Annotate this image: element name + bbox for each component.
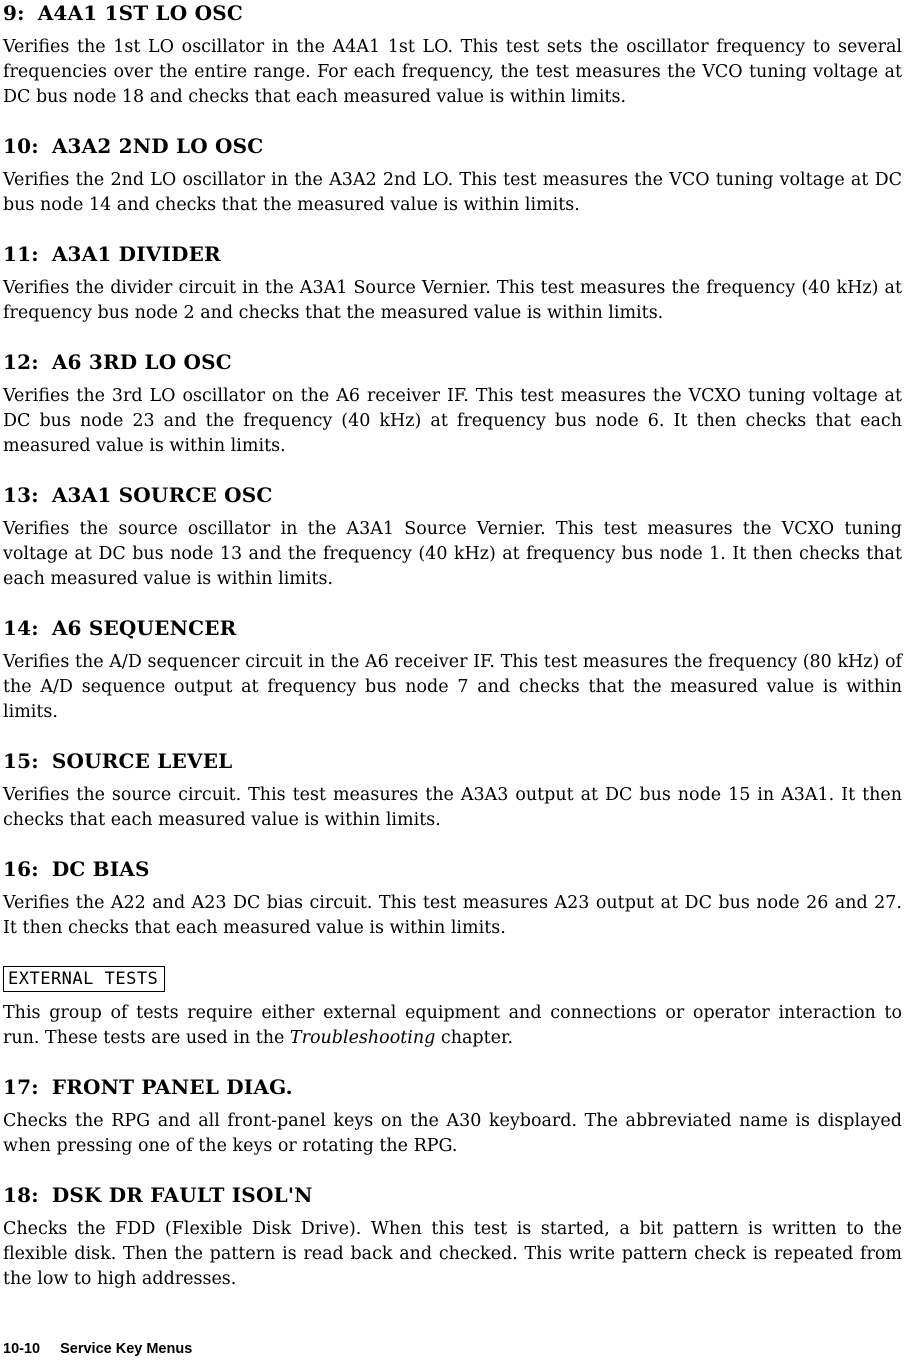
section-number: 10: — [3, 134, 39, 158]
section-body: Verifies the source oscillator in the A3A1 Source Vernier. This test measures the VCXO tuning voltage at DC bus node 13 and the frequency (40 kHz) at frequency bus node 1. It then checks that each measured value is within limits. — [3, 519, 902, 589]
footer-page-number: 10-10 — [3, 1341, 41, 1357]
troubleshooting-italic: Troubleshooting — [289, 1028, 436, 1048]
section-title: A4A1 1ST LO OSC — [37, 1, 243, 25]
section-17 — [3, 1076, 902, 1159]
section-heading — [3, 1184, 902, 1207]
section-10 — [3, 135, 902, 218]
section-number: 12: — [3, 350, 39, 374]
section-heading — [3, 135, 902, 158]
section-body: Checks the FDD (Flexible Disk Drive). When this test is started, a bit pattern is written to the flexible disk. Then the pattern is read back and checked. This write pattern check is repeated from the low to high addresses. — [3, 1219, 902, 1289]
section-title: FRONT PANEL DIAG. — [51, 1075, 293, 1099]
section-heading — [3, 243, 902, 266]
section-14 — [3, 617, 902, 725]
section-body: Verifies the divider circuit in the A3A1 Source Vernier. This test measures the frequency (40 kHz) at frequency bus node 2 and checks that the measured value is within limits. — [3, 278, 902, 323]
section-heading — [3, 2, 902, 25]
section-heading — [3, 484, 902, 507]
section-number: 16: — [3, 857, 39, 881]
section-number: 11: — [3, 242, 39, 266]
section-16 — [3, 858, 902, 941]
section-9 — [3, 2, 902, 110]
section-number: 17: — [3, 1075, 39, 1099]
section-title: A6 SEQUENCER — [51, 616, 237, 640]
section-title: DC BIAS — [51, 857, 150, 881]
external-tests-body-start: This group of tests require either external equipment and connections or operator interaction to run. These tests are used in the — [3, 1003, 902, 1048]
footer-title: Service Key Menus — [60, 1341, 193, 1357]
section-body: Verifies the 2nd LO oscillator in the A3A2 2nd LO. This test measures the VCO tuning voltage at DC bus node 14 and checks that the measured value is within limits. — [3, 170, 902, 215]
section-12 — [3, 351, 902, 459]
section-title: SOURCE LEVEL — [51, 749, 233, 773]
section-number: 14: — [3, 616, 39, 640]
section-body: Verifies the A/D sequencer circuit in the A6 receiver IF. This test measures the frequency (80 kHz) of the A/D sequence output at frequency bus node 7 and checks that the measured value is within limits. — [3, 652, 902, 722]
section-heading — [3, 617, 902, 640]
section-number: 15: — [3, 749, 39, 773]
external-tests-body-end: chapter. — [435, 1028, 514, 1048]
section-heading — [3, 351, 902, 374]
section-heading — [3, 750, 902, 773]
external-tests-block — [3, 966, 902, 1051]
section-number: 9: — [3, 1, 25, 25]
section-title: A3A1 SOURCE OSC — [51, 483, 273, 507]
section-body: Verifies the A22 and A23 DC bias circuit. This test measures A23 output at DC bus node 26 and 27. It then checks that each measured value is within limits. — [3, 893, 902, 938]
section-title: DSK DR FAULT ISOL'N — [51, 1183, 313, 1207]
section-body: Checks the RPG and all front-panel keys on the A30 keyboard. The abbreviated name is displayed when pressing one of the keys or rotating the RPG. — [3, 1111, 902, 1156]
section-number: 13: — [3, 483, 39, 507]
section-body: Verifies the source circuit. This test measures the A3A3 output at DC bus node 15 in A3A1. It then checks that each measured value is within limits. — [3, 785, 902, 830]
section-title: A3A1 DIVIDER — [51, 242, 221, 266]
section-body: Verifies the 3rd LO oscillator on the A6 receiver IF. This test measures the VCXO tuning voltage at DC bus node 23 and the frequency (40 kHz) at frequency bus node 6. It then checks that each measured value is within limits. — [3, 386, 902, 456]
page-footer — [3, 1341, 192, 1357]
section-heading — [3, 1076, 902, 1099]
section-number: 18: — [3, 1183, 39, 1207]
section-body: Verifies the 1st LO oscillator in the A4A1 1st LO. This test sets the oscillator frequency to several frequencies over the entire range. For each frequency, the test measures the VCO tuning voltage at DC bus node 18 and checks that each measured value is within limits. — [3, 37, 902, 107]
section-title: A3A2 2ND LO OSC — [51, 134, 264, 158]
section-18 — [3, 1184, 902, 1292]
section-13 — [3, 484, 902, 592]
section-15 — [3, 750, 902, 833]
external-tests-body — [3, 1001, 902, 1051]
section-title: A6 3RD LO OSC — [51, 350, 232, 374]
external-tests-label: EXTERNAL TESTS — [3, 966, 165, 992]
section-heading — [3, 858, 902, 881]
section-11 — [3, 243, 902, 326]
